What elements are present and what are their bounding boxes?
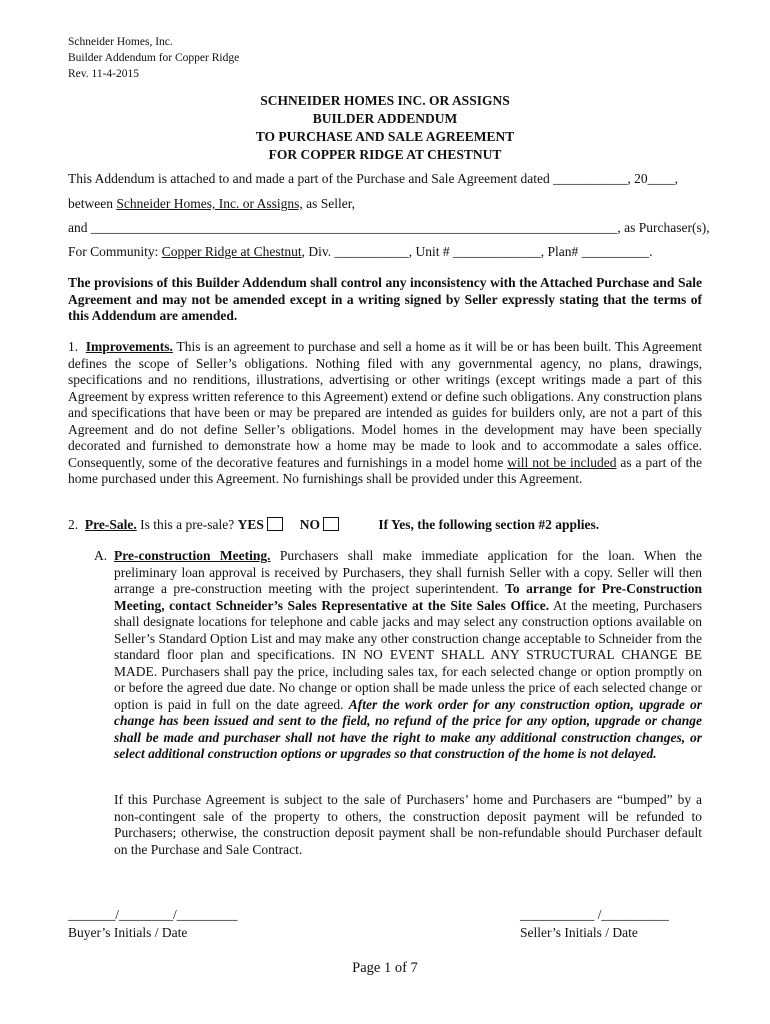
no-label: NO xyxy=(299,517,320,532)
yes-label: YES xyxy=(237,517,264,532)
sectionA-body-a: Purchasers shall make immediate application for the loan. When the preliminary loan approval is received by Purchasers, they shall furnish Seller with a copy. Seller will then arrange a pre-construction meeting with the project superintendent. xyxy=(114,548,702,596)
community-suffix: , Div. ___________, Unit # _____________, Plan# __________. xyxy=(301,244,653,259)
section1-number: 1. xyxy=(68,339,79,354)
section2-heading: Pre-Sale. xyxy=(84,517,137,532)
buyer-initials-label: Buyer’s Initials / Date xyxy=(68,925,188,940)
no-checkbox[interactable] xyxy=(323,517,339,531)
sectionA-bold-italic: After the work order for any construction option, upgrade or change has been issued and sent to the field, no refund of the price for any option, upgrade or change shall be made and purchaser shall not have the right to make any additional construction changes, or select additional construction options or upgrades so that construction of the home is not delayed. xyxy=(114,696,702,761)
provisions-paragraph: The provisions of this Builder Addendum shall control any inconsistency with the Attached Purchase and Sale Agreement and may not be amended except in a writing signed by Seller expressly stating that the terms of this Addendum are amended. xyxy=(68,275,702,323)
between-prefix: between xyxy=(68,196,117,211)
section1-body-a: This is an agreement to purchase and sell a home as it will be or has been built. This Agreement defines the scope of Seller’s obligations. Nothing filed with any governmental agency, no plans, drawings, specifications and no renditions, illustrations, advertising or other writings (except writings made a part of this Agreement by express written reference to this Agreement) extend or define such obligations. Any construction plans and specifications that have been or may be prepared are intended as guides for builders only, are not a part of this Agreement and do not define Seller’s obligations. Model homes in the development may have been specially decorated and furnished to demonstrate how a home may be made to look and to accommodate a sales office. Consequently, some of the decorative features and furnishings in a model home xyxy=(68,339,702,470)
seller-initials-label: Seller’s Initials / Date xyxy=(520,925,638,940)
section2-applies: If Yes, the following section #2 applies. xyxy=(378,517,600,532)
community-name: Copper Ridge at Chestnut xyxy=(161,244,302,259)
seller-initials-line[interactable]: ___________ /__________ xyxy=(520,907,669,922)
section-improvements xyxy=(68,339,702,488)
sectionA-heading: Pre-construction Meeting. xyxy=(114,548,271,563)
document-header xyxy=(68,34,239,82)
header-company: Schneider Homes, Inc. xyxy=(68,36,173,48)
sectionA-label: A. xyxy=(94,548,108,563)
title-line-3: TO PURCHASE AND SALE AGREEMENT xyxy=(255,129,515,144)
section2-question: Is this a pre-sale? xyxy=(136,517,238,532)
section-preconstruction xyxy=(114,548,702,763)
header-revision: Rev. 11-4-2015 xyxy=(68,68,140,80)
intro-seller-line xyxy=(68,195,702,213)
sectionA-para2: If this Purchase Agreement is subject to the sale of Purchasers’ home and Purchasers are “bumped” by a non-contingent sale of the property to others, the construction deposit payment will be refunded to Purchasers; otherwise, the construction deposit payment shall be non-refundable should Purchaser default on the Purchase and Sale Contract. xyxy=(114,792,702,857)
yes-checkbox[interactable] xyxy=(267,517,283,531)
page-number: Page 1 of 7 xyxy=(352,960,418,976)
sectionA-body-b: At the meeting, Purchasers shall designate locations for telephone and cable jacks and may select any construction options available on Seller’s Standard Option List and may make any other construction change acceptable to Schneider from the standard floor plan and specifications. IN NO EVENT SHALL ANY STRUCTURAL CHANGE BE MADE. Purchasers shall pay the price, including sales tax, for each selected change or option promptly on or before the agreed due date. No change or option shall be made unless the price of each selected change or option is paid in full on the date agreed. xyxy=(114,597,703,712)
buyer-initials-line[interactable]: _______/________/_________ xyxy=(68,907,238,922)
section-presale xyxy=(68,516,702,534)
document-title xyxy=(0,92,770,164)
between-suffix: as Seller, xyxy=(302,196,356,211)
title-line-1: SCHNEIDER HOMES INC. OR ASSIGNS xyxy=(260,93,510,108)
community-prefix: For Community: xyxy=(68,244,162,259)
title-line-4: FOR COPPER RIDGE AT CHESTNUT xyxy=(268,147,502,162)
section2-number: 2. xyxy=(68,517,79,532)
intro-purchaser-line: and ______________________________________________________________________________, as Purchaser(s), xyxy=(68,220,710,235)
section1-will-not: will not be included xyxy=(507,454,617,470)
seller-name: Schneider Homes, Inc. or Assigns, xyxy=(116,196,303,211)
section1-body-b: as a part of the home purchased under this Agreement. No furnishings shall be provided under this Agreement. xyxy=(68,454,702,486)
intro-dated-line: This Addendum is attached to and made a part of the Purchase and Sale Agreement dated ___________, 20____, xyxy=(68,171,678,186)
header-doc-name: Builder Addendum for Copper Ridge xyxy=(68,52,240,64)
section1-heading: Improvements. xyxy=(85,339,173,354)
sectionA-bold-a: To arrange for Pre-Construction Meeting, contact Schneider’s Sales Representative at the Site Sales Office. xyxy=(114,581,702,613)
title-line-2: BUILDER ADDENDUM xyxy=(312,111,458,126)
intro-community-line xyxy=(68,243,702,261)
